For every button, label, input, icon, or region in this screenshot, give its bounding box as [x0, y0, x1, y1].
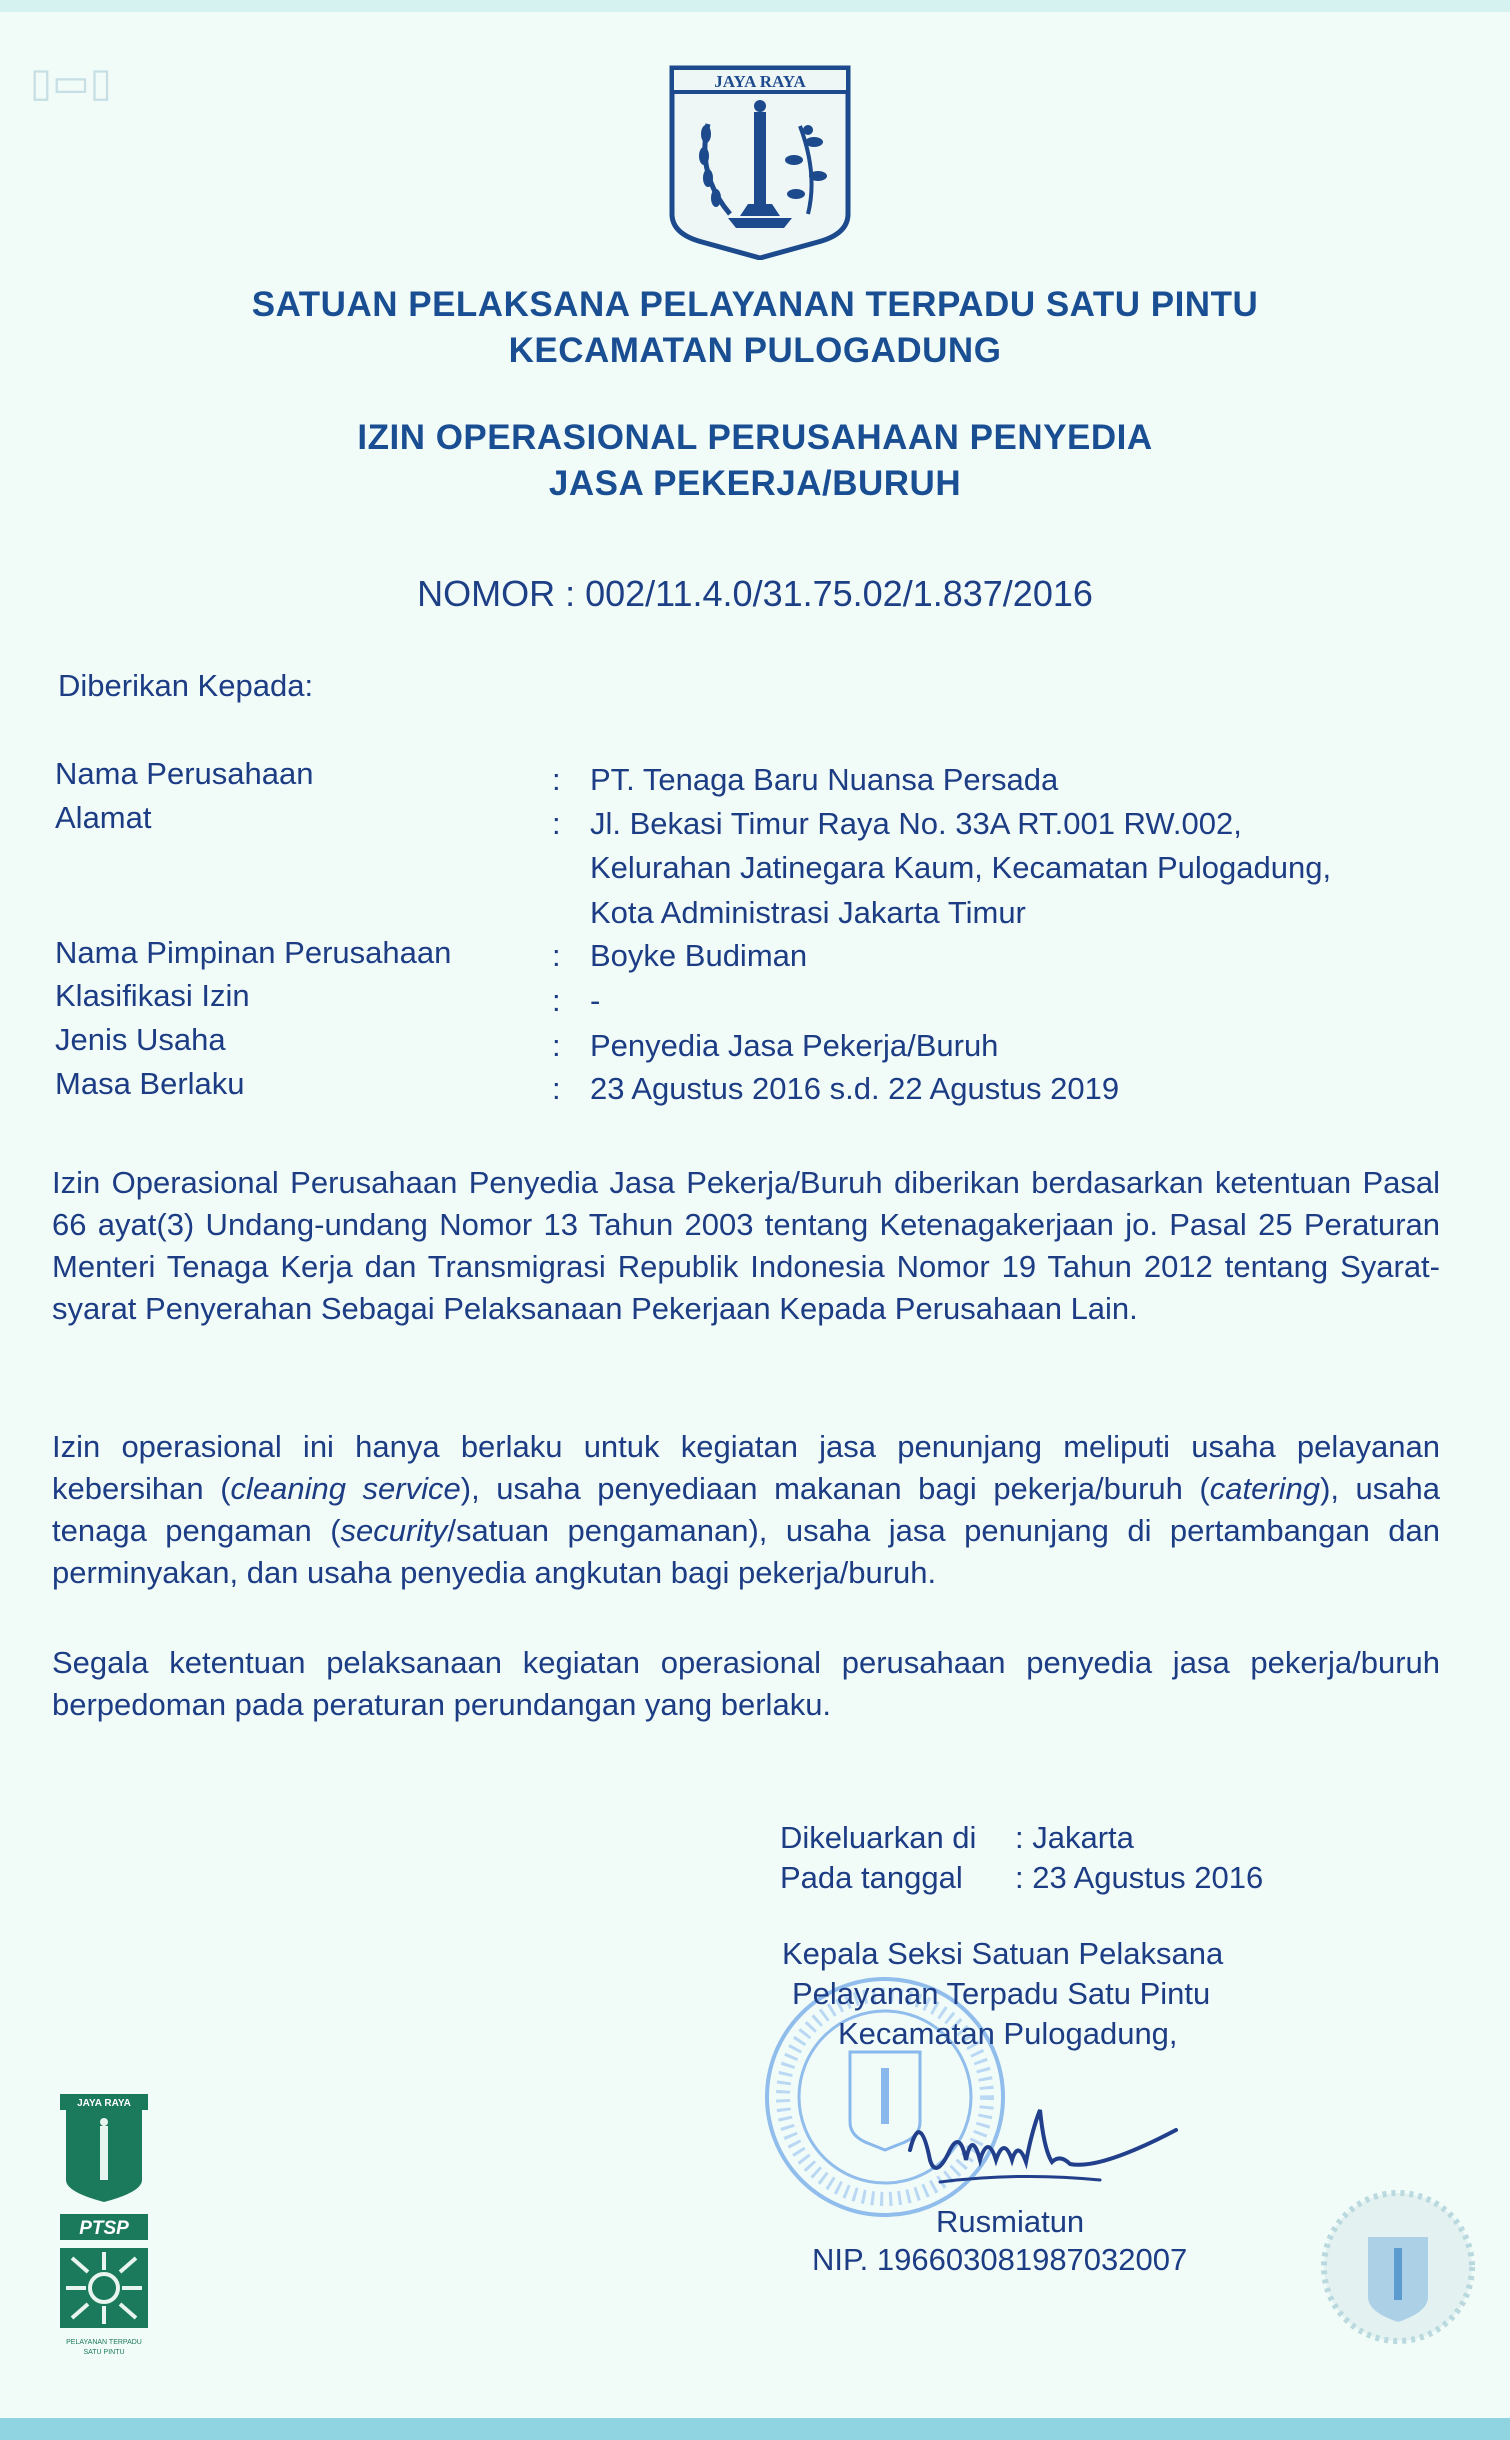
field-value-business-type: Penyedia Jasa Pekerja/Buruh — [590, 1028, 999, 1063]
paragraph-scope: Izin operasional ini hanya berlaku untuk kegiatan jasa penunjang meliputi usaha pelayanan kebersihan (cleaning service), usaha penyediaan makanan bagi pekerja/buruh (catering), usaha tenaga pengaman (security/satuan pengamanan), usaha jasa penunjang di pertambangan dan perminyakan, dan usaha penyedia angkutan bagi pekerja/buruh. — [52, 1429, 1441, 1590]
permit-number: NOMOR : 002/11.4.0/31.75.02/1.837/2016 — [417, 573, 1093, 614]
paper-top-edge — [0, 0, 1510, 12]
ptsp-logo — [58, 2092, 150, 2362]
paper-bottom-edge — [0, 2418, 1510, 2440]
permit-line-2: JASA PEKERJA/BURUH — [548, 464, 962, 503]
intro-label: Diberikan Kepada: — [58, 668, 314, 703]
field-label-classification: Klasifikasi Izin — [55, 978, 250, 1013]
issued-date-label: Pada tanggal — [780, 1860, 963, 1895]
svg-text:JAYA RAYA: JAYA RAYA — [714, 72, 806, 91]
field-label-business-type: Jenis Usaha — [55, 1022, 226, 1057]
field-colon: : — [552, 806, 561, 841]
svg-text:PELAYANAN TERPADU: PELAYANAN TERPADU — [66, 2339, 142, 2346]
jaya-raya-emblem — [668, 64, 852, 260]
paragraph-regulation: Segala ketentuan pelaksanaan kegiatan operasional perusahaan penyedia jasa pekerja/buruh berpedoman pada peraturan perundangan yang berlaku. — [52, 1645, 1440, 1722]
office-line-2: Pelayanan Terpadu Satu Pintu — [792, 1976, 1211, 2011]
agency-line-2: KECAMATAN PULOGADUNG — [508, 331, 1002, 370]
issued-place-label: Dikeluarkan di — [780, 1820, 977, 1855]
field-colon: : — [552, 938, 561, 973]
svg-text:PTSP: PTSP — [79, 2218, 129, 2239]
field-label-address: Alamat — [55, 800, 152, 835]
field-colon: : — [552, 1028, 561, 1063]
signer-nip: NIP. 196603081987032007 — [812, 2242, 1188, 2277]
signer-name: Rusmiatun — [936, 2204, 1085, 2239]
office-line-1: Kepala Seksi Satuan Pelaksana — [782, 1936, 1224, 1971]
field-label-validity: Masa Berlaku — [55, 1066, 245, 1101]
agency-heading — [0, 282, 1510, 374]
field-value-classification: - — [590, 983, 601, 1018]
agency-line-1: SATUAN PELAKSANA PELAYANAN TERPADU SATU PINTU — [251, 285, 1259, 324]
field-value-address-1: Jl. Bekasi Timur Raya No. 33A RT.001 RW.002, — [590, 806, 1242, 841]
field-colon: : — [552, 762, 561, 797]
scan-noise: ▯▭▯ — [30, 61, 112, 105]
field-colon: : — [552, 983, 561, 1018]
field-value-address-2: Kelurahan Jatinegara Kaum, Kecamatan Pulogadung, — [590, 850, 1332, 885]
svg-text:JAYA RAYA: JAYA RAYA — [77, 2098, 131, 2109]
field-label-company: Nama Perusahaan — [55, 756, 314, 791]
hologram-seal — [1318, 2182, 1478, 2352]
field-value-validity: 23 Agustus 2016 s.d. 22 Agustus 2019 — [590, 1071, 1120, 1106]
field-value-company: PT. Tenaga Baru Nuansa Persada — [590, 762, 1059, 797]
field-value-leader: Boyke Budiman — [590, 938, 808, 973]
paragraph-legal-basis: Izin Operasional Perusahaan Penyedia Jasa Pekerja/Buruh diberikan berdasarkan ketentuan Pasal 66 ayat(3) Undang-undang Nomor 13 Tahun 2003 tentang Ketenagakerjaan jo. Pasal 25 Peraturan Menteri Tenaga Kerja dan Transmigrasi Republik Indonesia Nomor 19 Tahun 2012 tentang Syarat-syarat Penyerahan Sebagai Pelaksanaan Pekerjaan Kepada Perusahaan Lain. — [52, 1165, 1440, 1326]
field-label-leader: Nama Pimpinan Perusahaan — [55, 935, 452, 970]
permit-heading — [0, 415, 1510, 507]
issued-place-value: : Jakarta — [1015, 1820, 1134, 1855]
permit-line-1: IZIN OPERASIONAL PERUSAHAAN PENYEDIA — [357, 418, 1153, 457]
office-line-3: Kecamatan Pulogadung, — [838, 2016, 1178, 2051]
handwritten-signature — [900, 2090, 1190, 2200]
field-value-address-3: Kota Administrasi Jakarta Timur — [590, 895, 1026, 930]
issued-date-value: : 23 Agustus 2016 — [1015, 1860, 1264, 1895]
svg-text:SATU PINTU: SATU PINTU — [83, 2349, 125, 2356]
field-colon: : — [552, 1071, 561, 1106]
